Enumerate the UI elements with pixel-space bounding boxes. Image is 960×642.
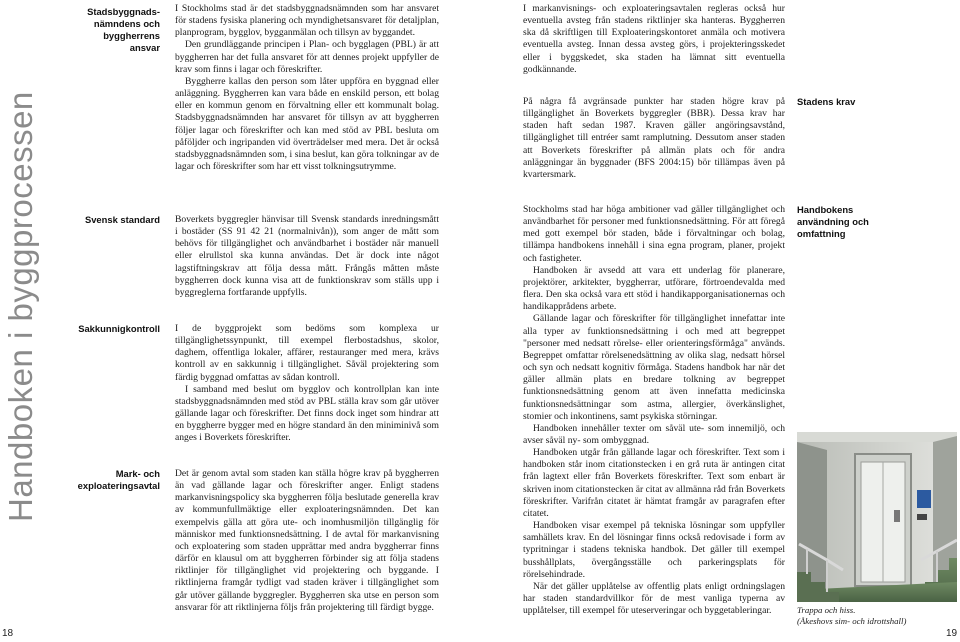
paragraph: Stockholms stad har höga ambitioner vad gäller tillgänglighet och användbarhet för personer med funktionsnedsättning. För att föregå med gott exempel bör staden, både i förvaltningar och bolag, tillämpa handbokens innehåll i sina egna program, planer, projekt och fastigheter. xyxy=(523,204,785,264)
paragraph: Det är genom avtal som staden kan ställa högre krav på byggherren än vad gällande lagar och föreskrifter anger. Enligt stadens markanvisningspolicy ska byggherren följa beslutade generella krav av kommunfullmäktige eller exploateringsnämnden. Det kan exempelvis gälla att göra ute- och inomhusmiljön tillgänglig för människor med funktionsnedsättning. I de avtal för markanvisning och exploatering som staden upprättar med andra byggherrar finns därför en klausul om att byggherren förbinder sig att följa stadens riktlinjer för tillgänglighet vid projektering och byggande. I riktlinjerna framgår tydligt vad staden kräver i tillgänglighet som går utöver gällande byggregler. Byggherren ska utse en person som ansvarar för att riktlinjerna följs från projektering till färdigt bygge. xyxy=(175,468,439,613)
text-block-expert-control xyxy=(175,323,439,445)
text-block-handbook-scope xyxy=(523,204,785,617)
paragraph: Handboken är avsedd att vara ett underlag för planerare, projektörer, arkitekter, byggherrar, utförare, förtroendevalda med flera. Den ska också vara ett stöd i handikapporganisationernas och handikapprådens arbete. xyxy=(523,264,785,313)
caption-line-1: Trappa och hiss. xyxy=(797,605,856,615)
paragraph: I Stockholms stad är det stadsbyggnadsnämnden som har ansvaret för stadens fysiska planering och myndighetsansvaret för detaljplan, planprogram, bygglov, bygganmälan och tillsyn av byggandet. xyxy=(175,3,439,39)
paragraph: I markanvisnings- och exploateringsavtalen regleras också hur eventuella avsteg från stadens riktlinjer ska hanteras. Byggherren ska då skriftligen till Exploateringskontoret anmäla och motivera eventuella avsteg. Innan dessa avsteg görs, i projekteringsskedet eller i byggskedet, ska staden ha lämnat sitt eventuella godkännande. xyxy=(523,3,785,75)
page-number-right: 19 xyxy=(946,628,958,639)
paragraph: Handboken utgår från gällande lagar och föreskrifter. Text som i handboken står inom citationstecken i en grå ruta är antingen citat från lagtext eller från Boverkets föreskrifter. Text som enbart är skriven inom citationstecken är citat av allmänna råd från Boverkets föreskrifter. Varifrån citatet är hämtat framgår av paragrafen efter citatet. xyxy=(523,447,785,519)
paragraph: Handboken innehåller texter om såväl ute- som innemiljö, och avser såväl ny- som ombyggnad. xyxy=(523,422,785,446)
paragraph: Boverkets byggregler hänvisar till Svensk standards inredningsmått i bostäder (SS 91 42 21 (normalnivån)), som anger de mått som behövs för tillgänglighet och användbarhet i bostäder när manuell eller elrullstol ska kunna användas. Det är dock inte något lagstiftningskrav att följa dessa mått. Frångås måtten måste byggherren dock kunna visa att de funktionskrav som ställs upp i byggreglerna fortfarande uppfylls. xyxy=(175,214,439,298)
text-block-land-agreement xyxy=(175,468,439,614)
paragraph: När det gäller upplåtelse av offentlig plats enligt ordningslagen har staden standardvillkor för de mest vanliga typerna av upplåtelser, till exempel för uteserveringar och byggetableringar. xyxy=(523,580,785,617)
page-number-left: 18 xyxy=(2,628,14,639)
text-block-city-requirements xyxy=(523,96,785,181)
right-page xyxy=(480,0,960,642)
text-block-swedish-standard xyxy=(175,214,439,299)
heading-responsibility: Stadsbyggnads- nämndens och byggherrens ansvar xyxy=(87,6,160,53)
heading-expert-control: Sakkunnigkontroll xyxy=(78,323,160,334)
heading-handbook-scope: Handbokens användning och omfattning xyxy=(797,204,869,239)
paragraph: Byggherre kallas den person som låter uppföra en byggnad eller anläggning. Byggherren kan vara både en enskild person, ett bolag eller en kommun genom en förvaltning eller ett kommunalt bolag. Stadsbyggnadsnämnden har ansvaret för tillsyn av att byggherren följer lagar och föreskrifter och kan med stöd av PBL besluta om påföljder och ingripanden vid överträdelser med mera. Det är också stadsbyggnadsnämnden som, i sina beslut, kan göra tolkningar av de lagar och föreskrifter som har ett visst tolkningsutrymme. xyxy=(175,75,439,173)
paragraph: Den grundläggande principen i Plan- och bygglagen (PBL) är att byggherren har det fulla ansvaret för att dennes projekt uppfyller de krav som finns i lagar och föreskrifter. xyxy=(175,39,439,75)
heading-land-agreement: Mark- och exploateringsavtal xyxy=(77,468,160,491)
caption-line-2: (Åkeshovs sim- och idrottshall) xyxy=(797,615,907,626)
book-title-vertical: Handboken i byggprocessen xyxy=(2,91,39,522)
paragraph: På några få avgränsade punkter har staden högre krav på tillgänglighet än Boverkets byggregler (BBR). Dessa krav har staden haft sedan 1987. Kraven gäller angöringsavstånd, tillgänglighet till entréer samt ramplutning. Dessutom anser staden att Boverkets föreskrifter på allmän plats och för andra anläggningar än byggnader (BFS 2004:15) bör tillämpas även på kvartersmark. xyxy=(523,96,785,180)
heading-city-requirements: Stadens krav xyxy=(797,96,856,107)
paragraph: I de byggprojekt som bedöms som komplexa ur tillgänglighetssynpunkt, till exempel flerbostadshus, skolor, daghem, offentliga lokaler, affärer, restauranger med mera, krävs kontroll av en sakkunnig i tillgänglighet. Såväl projektering som färdig byggnad omfattas av sådan kontroll. xyxy=(175,323,439,383)
paragraph: I samband med beslut om bygglov och kontrollplan kan inte stadsbyggnadsnämnden med stöd av PBL ställa krav som går utöver gällande lagar och föreskrifter. Det finns dock inget som hindrar att en byggherre bygger med en högre standard än den miniminivå som anges i Boverkets föreskrifter. xyxy=(175,383,439,444)
text-block-responsibility xyxy=(175,3,439,173)
paragraph: Gällande lagar och föreskrifter för tillgänglighet innefattar inte alla typer av funktionsnedsättning i och med att begreppet "personer med nedsatt rörelse- eller orienteringsförmåga" används. Begreppet omfattar rörelsenedsättning av olika slag, nedsatt hörsel och syn och nedsatt kognitiv förmåga. Stadens handbok har när det gäller allmän plats en bredare tolkning av begreppet funktionsnedsättning genom att även innefatta medicinska funktionsnedsättningar som astma, allergier, överkänslighet, stomier och inkontinens, samt psykiska störningar. xyxy=(523,313,785,422)
stair-lift-illustration xyxy=(797,432,957,602)
paragraph: Handboken visar exempel på tekniska lösningar som uppfyller samhällets krav. En del lösningar finns också redovisade i form av typritningar i stadens tekniska handbok. Det gäller till exempel busshållplats, övergångsställe och parkeringsplats för rörelsehindrade. xyxy=(523,520,785,580)
text-block-deviations xyxy=(523,3,785,76)
photo-caption xyxy=(797,605,957,626)
heading-swedish-standard: Svensk standard xyxy=(84,214,160,225)
photo-stair-and-lift xyxy=(797,432,957,602)
